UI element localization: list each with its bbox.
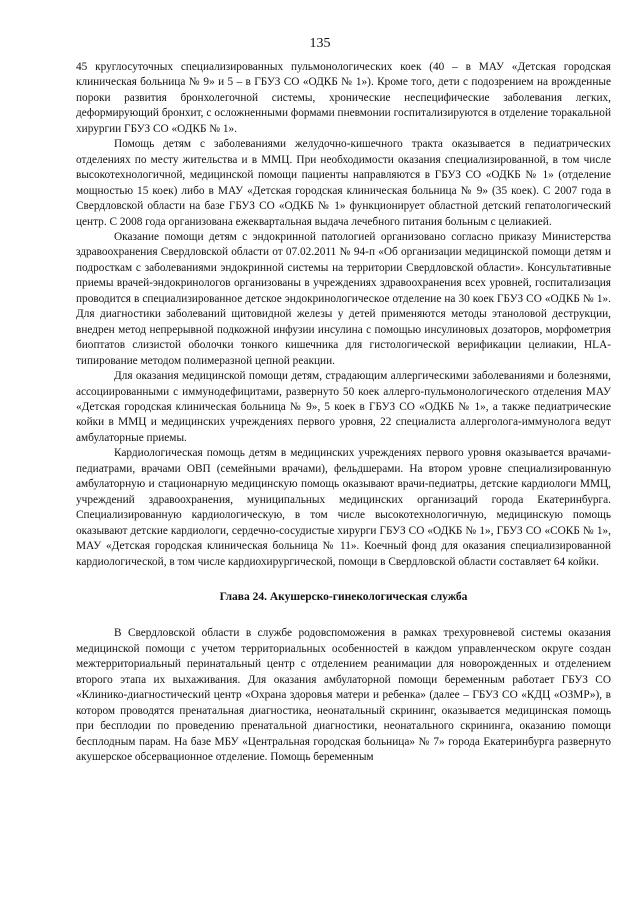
paragraph: Оказание помощи детям с эндокринной патологией организовано согласно приказу Министерства здравоохранения Свердловской области от 07.02.2011 № 94-п «Об организации медицинской помощи детям и подросткам с заболеваниями эндокринной системы на территории Свердловской области». Консультативные приемы врачей-эндокринологов организованы в учреждениях здравоохранения всех уровней, госпитализация проводится в специализированное детское эндокринологическое отделение на 30 коек ГБУЗ СО «ОДКБ № 1». Для диагностики заболеваний щитовидной железы у детей применяются методы этаноловой деструкции, внедрен метод непрерывной подкожной инфузии инсулина с помощью инсулиновых дозаторов, морфометрия биоптатов слизистой оболочки тонкого кишечника для гистологической верификации целиакии, HLA-типирование методом полимеразной цепной реакции. <box>76 230 611 367</box>
paragraph: Кардиологическая помощь детям в медицинских учреждениях первого уровня оказывается врачами-педиатрами, врачами ОВП (семейными врачами), фельдшерами. На втором уровне специализированную амбулаторную и стационарную медицинскую помощь оказывают врачи-педиатры, детские кардиологи ММЦ, учреждений здравоохранения, муниципальных медицинских организаций города Екатеринбурга. Специализированную кардиологическую, в том числе высокотехнологичную, медицинскую помощь оказывают детские кардиологи, сердечно-сосудистые хирурги ГБУЗ СО «ОДКБ № 1», ГБУЗ СО «СОКБ № 1», МАУ «Детская городская клиническая больница № 11». Коечный фонд для оказания специализированной кардиологической, в том числе кардиохирургической, помощи в Свердловской области составляет 64 койки. <box>76 447 611 568</box>
page-body <box>76 60 611 765</box>
chapter-heading: Глава 24. Акушерско-гинекологическая служба <box>219 590 468 603</box>
paragraph: 45 круглосуточных специализированных пульмонологических коек (40 – в МАУ «Детская городская клиническая больница № 9» и 5 – в ГБУЗ СО «ОДКБ № 1»). Кроме того, дети с подозрением на врожденные пороки развития бронхолегочной системы, хронические неспецифические заболевания легких, деформирующий бронхит, с осложненными формами пневмонии госпитализируются в отделение торакальной хирургии ГБУЗ СО «ОДКБ № 1». <box>76 61 611 135</box>
page-number: 135 <box>309 36 331 51</box>
paragraph: В Свердловской области в службе родовспоможения в рамках трехуровневой системы оказания медицинской помощи с учетом территориальных особенностей в каждом управленческом округе создан межтерриториальный перинатальный центр с отделением реанимации для новорожденных и отделением второго этапа их выхаживания. Для оказания амбулаторной помощи беременным работает ГБУЗ СО «Клинико-диагностический центр «Охрана здоровья матери и ребенка» (далее – ГБУЗ СО «КДЦ «ОЗМР»), в котором проводятся пренатальная диагностика, неонатальный скрининг, оказывается медицинская помощь при бесплодии по проведению пренатальной диагностики, неонатального скрининга, оказанию помощи бесплодным парам. На базе МБУ «Центральная городская больница» № 7» города Екатеринбурга развернуто акушерское обсервационное отделение. Помощь беременным <box>76 627 611 764</box>
paragraph: Помощь детям с заболеваниями желудочно-кишечного тракта оказывается в педиатрических отделениях по месту жительства и в ММЦ. При необходимости оказания специализированной, в том числе высокотехнологичной, медицинской помощи пациенты направляются в ГБУЗ СО «ОДКБ № 1» (отделение мощностью 15 коек) либо в МАУ «Детская городская клиническая больница № 9» (35 коек). С 2007 года в Свердловской области на базе ГБУЗ СО «ОДКБ № 1» функционирует областной детский гепатологический центр. С 2008 года организована ежеквартальная выдача лечебного питания больным с целиакией. <box>76 138 611 228</box>
paragraph: Для оказания медицинской помощи детям, страдающим аллергическими заболеваниями и болезнями, ассоциированными с иммунодефицитами, развернуто 50 коек аллерго-пульмонологического отделения МАУ «Детская городская клиническая больница № 9», 5 коек в ГБУЗ СО «ОДКБ № 1», а также педиатрические койки в ММЦ и медицинских учреждениях первого уровня, 22 специалиста аллерголога-иммунолога ведут амбулаторные приемы. <box>76 370 611 444</box>
